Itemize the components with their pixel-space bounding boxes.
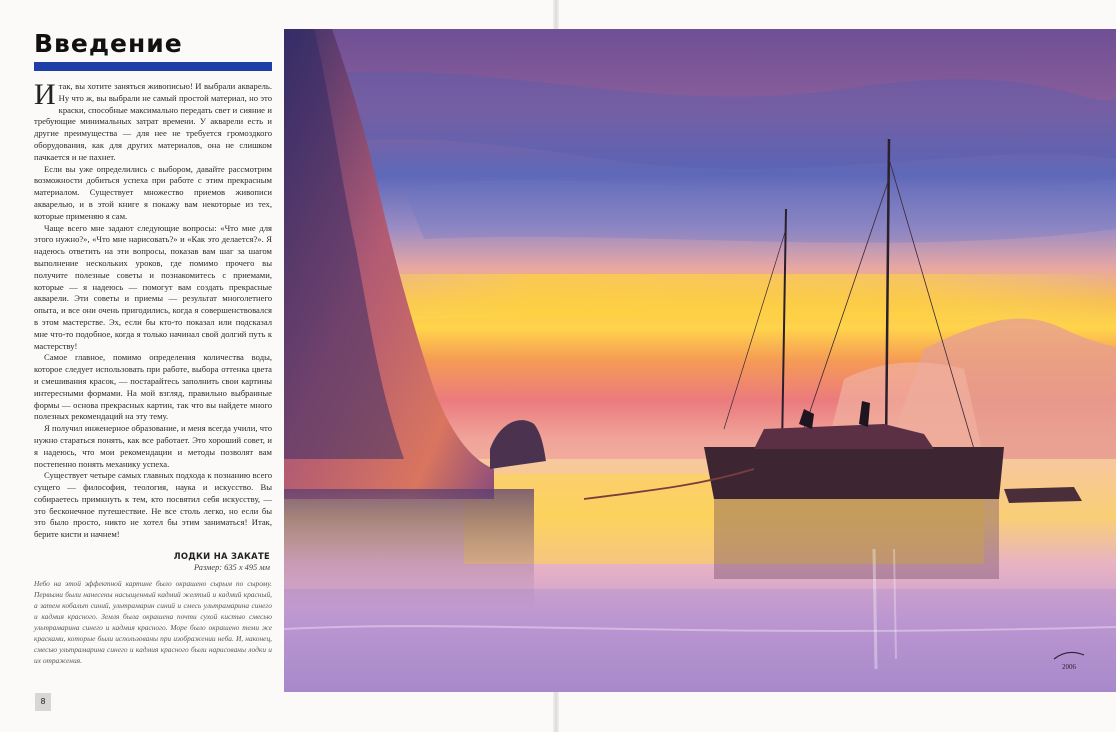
article-body [34, 78, 272, 541]
painting-image [284, 29, 1116, 692]
watercolor-painting [284, 29, 1116, 692]
page-number: 8 [35, 693, 51, 711]
painting-signature: 2006 [1062, 663, 1076, 671]
caption-title: ЛОДКИ НА ЗАКАТЕ [173, 551, 270, 561]
left-page-column [34, 28, 272, 541]
paragraph: Я получил инженерное образование, и меня всегда учили, что нужно стараться понять, как все работает. Это хороший совет, и я надеюсь, что мои рекомендации и методы позволят вам постепенно понять механику успеха. [34, 423, 272, 469]
paragraph: Итак, вы хотите заняться живописью! И выбрали акварель. Ну что ж, вы выбрали не самый простой материал, но это краски, способные максимально передать свет и сияние и требующие минимальных затрат времени. У акварели есть и другие преимущества — для нее не требуется громоздкого оборудования, как для других материалов, она не слишком пачкается и не пахнет. [34, 78, 272, 162]
paragraph: Самое главное, помимо определения количества воды, которое следует использовать при работе, выбора оттенка цвета и смешивания красок, — постарайтесь заполнить свои картины интересными формами. На мой взгляд, правильно выбранные формы — основа прекрасных картин, так что вы найдете много полезных рекомендаций на эту тему. [34, 352, 272, 422]
title-rule [34, 62, 272, 71]
page-title: Введение [34, 29, 183, 58]
paragraph: Существует четыре самых главных подхода к познанию всего сущего — философия, теология, наука и искусство. Вы собираетесь примкнуть к тем, кто посвятил себя искусству, — это бесконечное путешествие. Не все столь легко, но если бы это было просто, никто не хотел бы этим заниматься! Итак, берите кисти и начнем! [34, 470, 272, 540]
paragraph: Чаще всего мне задают следующие вопросы: «Что мне для этого нужно?», «Что мне нарисовать?» и «Как это делается?». Я надеюсь ответить на эти вопросы, показав вам шаг за шагом выполнение нескольких уроков, где помимо прочего вы получите полезные советы и познакомитесь с приемами, которые — я надеюсь — помогут вам создать прекрасные акварели. Эти советы и приемы — результат многолетнего опыта, и все они очень пригодились, когда я совершенствовался в этом мастерстве. Эх, если бы кто-то показал или подсказал мне что-то подобное, когда я только начинал свой долгий путь к мастерству! [34, 222, 272, 351]
technique-note: Небо на этой эффектной картине было окрашено сырым по сырому. Первыми были нанесены насыщенный кадмий желтый и кадмий красный, а затем кобальт синий, ультрамарин синий и смесь ультрамарина синего и кадмия красного. Земля была окрашена почти сухой кистью смесью ультрамарина синего и кадмия красного. Море было окрашено теми же красками, которые были использованы при изображении неба. И, наконец, смесью ультрамарина синего и кадмия красного были нарисованы лодки и их отражения. [34, 579, 272, 665]
paragraph: Если вы уже определились с выбором, давайте рассмотрим возможности добиться успеха при работе с этим прекрасным материалом. Существует множество приемов живописи акварелью, и в этой книге я покажу вам некоторые из тех, которые применяю я сам. [34, 163, 272, 221]
caption-size: Размер: 635 x 495 мм [194, 563, 270, 572]
drop-cap: И [34, 78, 56, 111]
painting-caption [34, 551, 270, 572]
